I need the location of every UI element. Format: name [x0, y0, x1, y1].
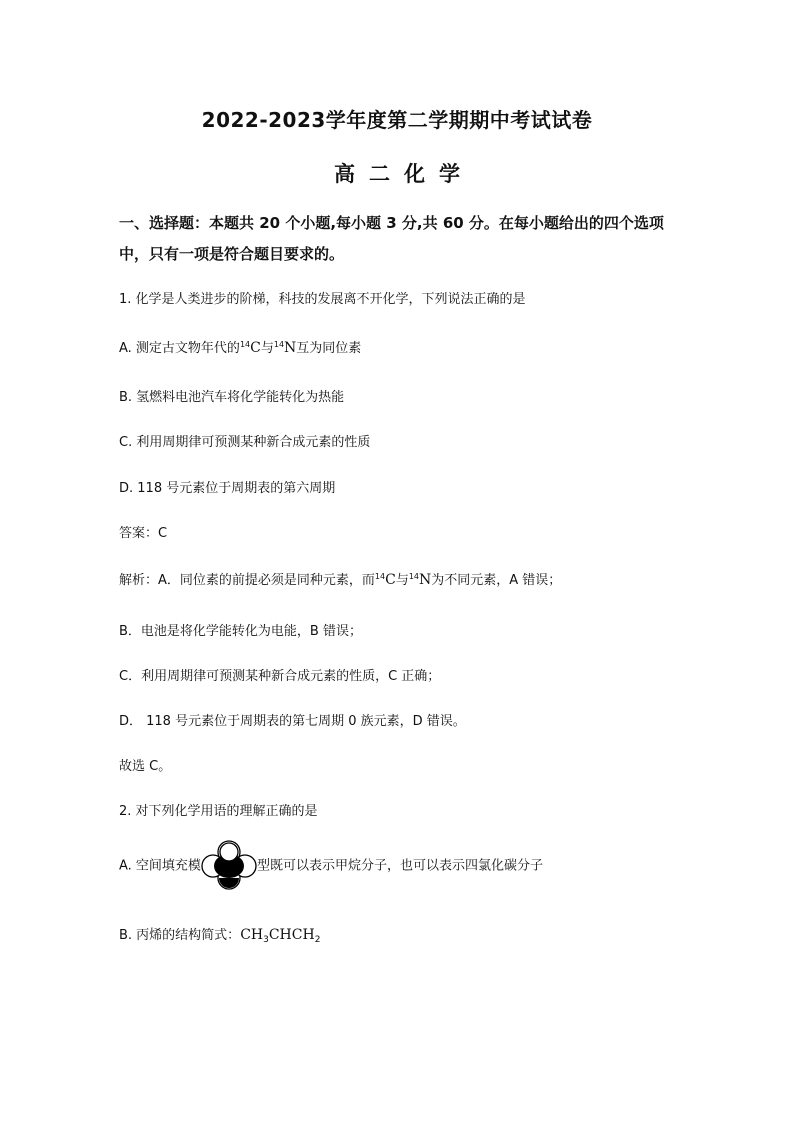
space-filling-model-icon	[201, 836, 257, 892]
isotope-mass-number: 14	[374, 572, 386, 581]
option-a-suffix: 互为同位素	[296, 341, 362, 356]
question-2-option-b	[119, 924, 320, 943]
element-symbol: N	[284, 340, 297, 356]
exam-title: 2022-2023学年度第二学期期中考试试卷	[201, 108, 593, 132]
isotope-mass-number: 14	[239, 340, 251, 349]
connector-text: 与	[395, 573, 409, 588]
question-1-analysis-b: B．电池是将化学能转化为电能，B 错误；	[119, 624, 362, 639]
analysis-prefix: 解析：A．同位素的前提必须是同种元素，而	[119, 573, 375, 588]
section-instruction-line2: 中，只有一项是符合题目要求的。	[119, 245, 345, 263]
option-a-prefix: A. 测定古文物年代的	[119, 341, 240, 356]
subject-title: 高二化学	[334, 162, 474, 186]
question-1-option-c: C. 利用周期律可预测某种新合成元素的性质	[119, 435, 371, 450]
question-2-stem: 2. 对下列化学用语的理解正确的是	[119, 804, 318, 819]
isotope-mass-number: 14	[408, 572, 420, 581]
isotope-mass-number: 14	[273, 340, 285, 349]
connector-text: 与	[260, 341, 274, 356]
question-1-stem: 1. 化学是人类进步的阶梯，科技的发展离不开化学，下列说法正确的是	[119, 292, 526, 307]
formula-subscript: 3	[263, 935, 269, 945]
question-1-analysis-a	[119, 569, 561, 588]
question-1-analysis-d: D． 118 号元素位于周期表的第七周期 0 族元素，D 错误。	[119, 714, 466, 729]
question-1-option-d: D. 118 号元素位于周期表的第六周期	[119, 481, 336, 496]
question-1-option-b: B. 氢燃料电池汽车将化学能转化为热能	[119, 390, 345, 405]
element-symbol: N	[419, 572, 432, 588]
formula-part: CHCH	[268, 927, 315, 943]
option-b-prefix: B. 丙烯的结构简式：	[119, 928, 241, 943]
element-symbol: C	[385, 572, 396, 588]
element-symbol: C	[250, 340, 261, 356]
formula-part: CH	[240, 927, 264, 943]
option-a-suffix: 型既可以表示甲烷分子，也可以表示四氯化碳分子	[256, 858, 543, 874]
question-1-answer: 答案：C	[119, 526, 168, 541]
section-instruction-line1: 一、选择题：本题共 20 个小题,每小题 3 分,共 60 分。在每小题给出的四个选项	[119, 214, 664, 232]
question-1-option-a	[119, 337, 361, 356]
analysis-suffix: 为不同元素，A 错误；	[431, 573, 562, 588]
question-1-conclusion: 故选 C。	[119, 759, 172, 774]
question-1-analysis-c: C．利用周期律可预测某种新合成元素的性质，C 正确；	[119, 669, 441, 684]
option-a-prefix: A. 空间填充模	[119, 858, 201, 874]
formula-subscript: 2	[314, 935, 321, 945]
question-2-option-a	[119, 838, 543, 894]
